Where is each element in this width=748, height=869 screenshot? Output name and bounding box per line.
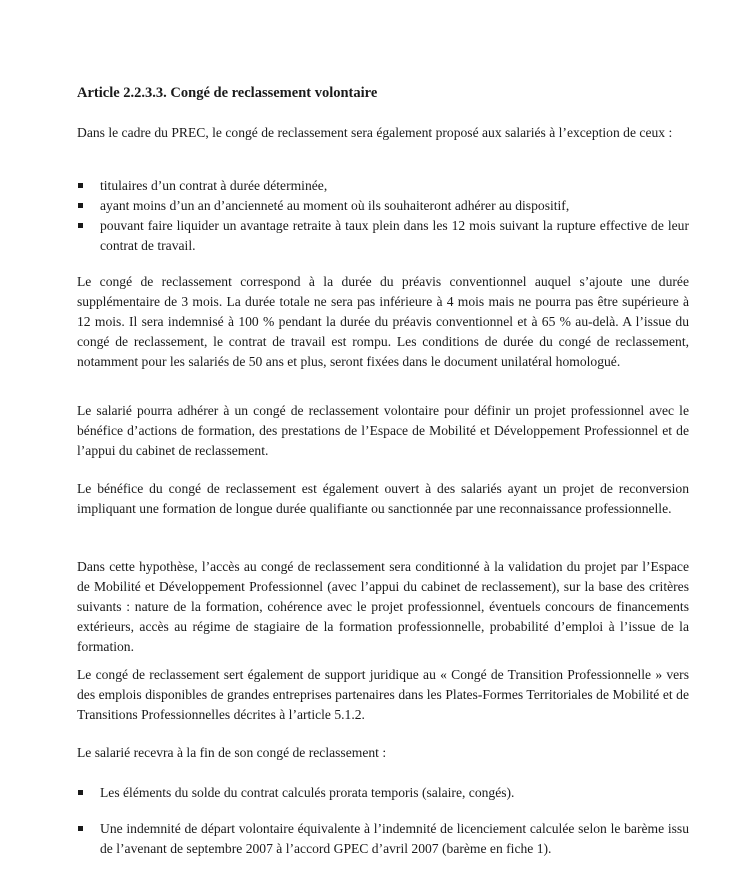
reconversion-paragraph: Le bénéfice du congé de reclassement est également ouvert à des salariés ayant un projet de reconversion impliquant une formation de longue durée qualifiante ou sanctionnée par une reconnaissance professionnelle.	[77, 481, 689, 516]
list-item: titulaires d’un contrat à durée déterminée,	[77, 176, 689, 196]
list-item: pouvant faire liquider un avantage retraite à taux plein dans les 12 mois suivant la rupture effective de leur contrat de travail.	[77, 216, 689, 256]
exceptions-list	[77, 176, 689, 256]
list-item: Une indemnité de départ volontaire équivalente à l’indemnité de licenciement calculée selon le barème issu de l’avenant de septembre 2007 à l’accord GPEC d’avril 2007 (barème en fiche 1).	[77, 819, 689, 859]
hypothesis-paragraph: Dans cette hypothèse, l’accès au congé de reclassement sera conditionné à la validation du projet par l’Espace de Mobilité et Développement Professionnel (avec l’appui du cabinet de reclassement), sur la base des critères suivants : nature de la formation, cohérence avec le projet professionnel, éventuels concours de financements extérieurs, accès au régime de stagiaire de la formation professionnelle, probabilité d’emploi à l’issue de la formation.	[77, 559, 689, 654]
article-heading: Article 2.2.3.3. Congé de reclassement volontaire	[77, 85, 378, 101]
list-item: ayant moins d’un an d’ancienneté au moment où ils souhaiteront adhérer au dispositif,	[77, 196, 689, 216]
receive-intro: Le salarié recevra à la fin de son congé de reclassement :	[77, 745, 387, 760]
receive-list	[77, 783, 689, 859]
duration-paragraph: Le congé de reclassement correspond à la durée du préavis conventionnel auquel s’ajoute une durée supplémentaire de 3 mois. La durée totale ne sera pas inférieure à 4 mois mais ne pourra pas être supérieure à 12 mois. Il sera indemnisé à 100 % pendant la durée du préavis conventionnel et à 65 % au-delà. A l’issue du congé de reclassement, le contrat de travail est rompu. Les conditions de durée du congé de reclassement, notamment pour les salariés de 50 ans et plus, seront fixées dans le document unilatéral homologué.	[77, 274, 689, 369]
list-item: Les éléments du solde du contrat calculés prorata temporis (salaire, congés).	[77, 783, 689, 803]
intro-paragraph: Dans le cadre du PREC, le congé de reclassement sera également proposé aux salariés à l’exception de ceux :	[77, 125, 673, 140]
support-paragraph: Le congé de reclassement sert également de support juridique au « Congé de Transition Professionnelle » vers des emplois disponibles de grandes entreprises partenaires dans les Plates-Formes Territoriales de Mobilité et de Transitions Professionnelles décrites à l’article 5.1.2.	[77, 667, 689, 722]
adhesion-paragraph: Le salarié pourra adhérer à un congé de reclassement volontaire pour définir un projet professionnel avec le bénéfice d’actions de formation, des prestations de l’Espace de Mobilité et Développement Professionnel et de l’appui du cabinet de reclassement.	[77, 403, 689, 458]
